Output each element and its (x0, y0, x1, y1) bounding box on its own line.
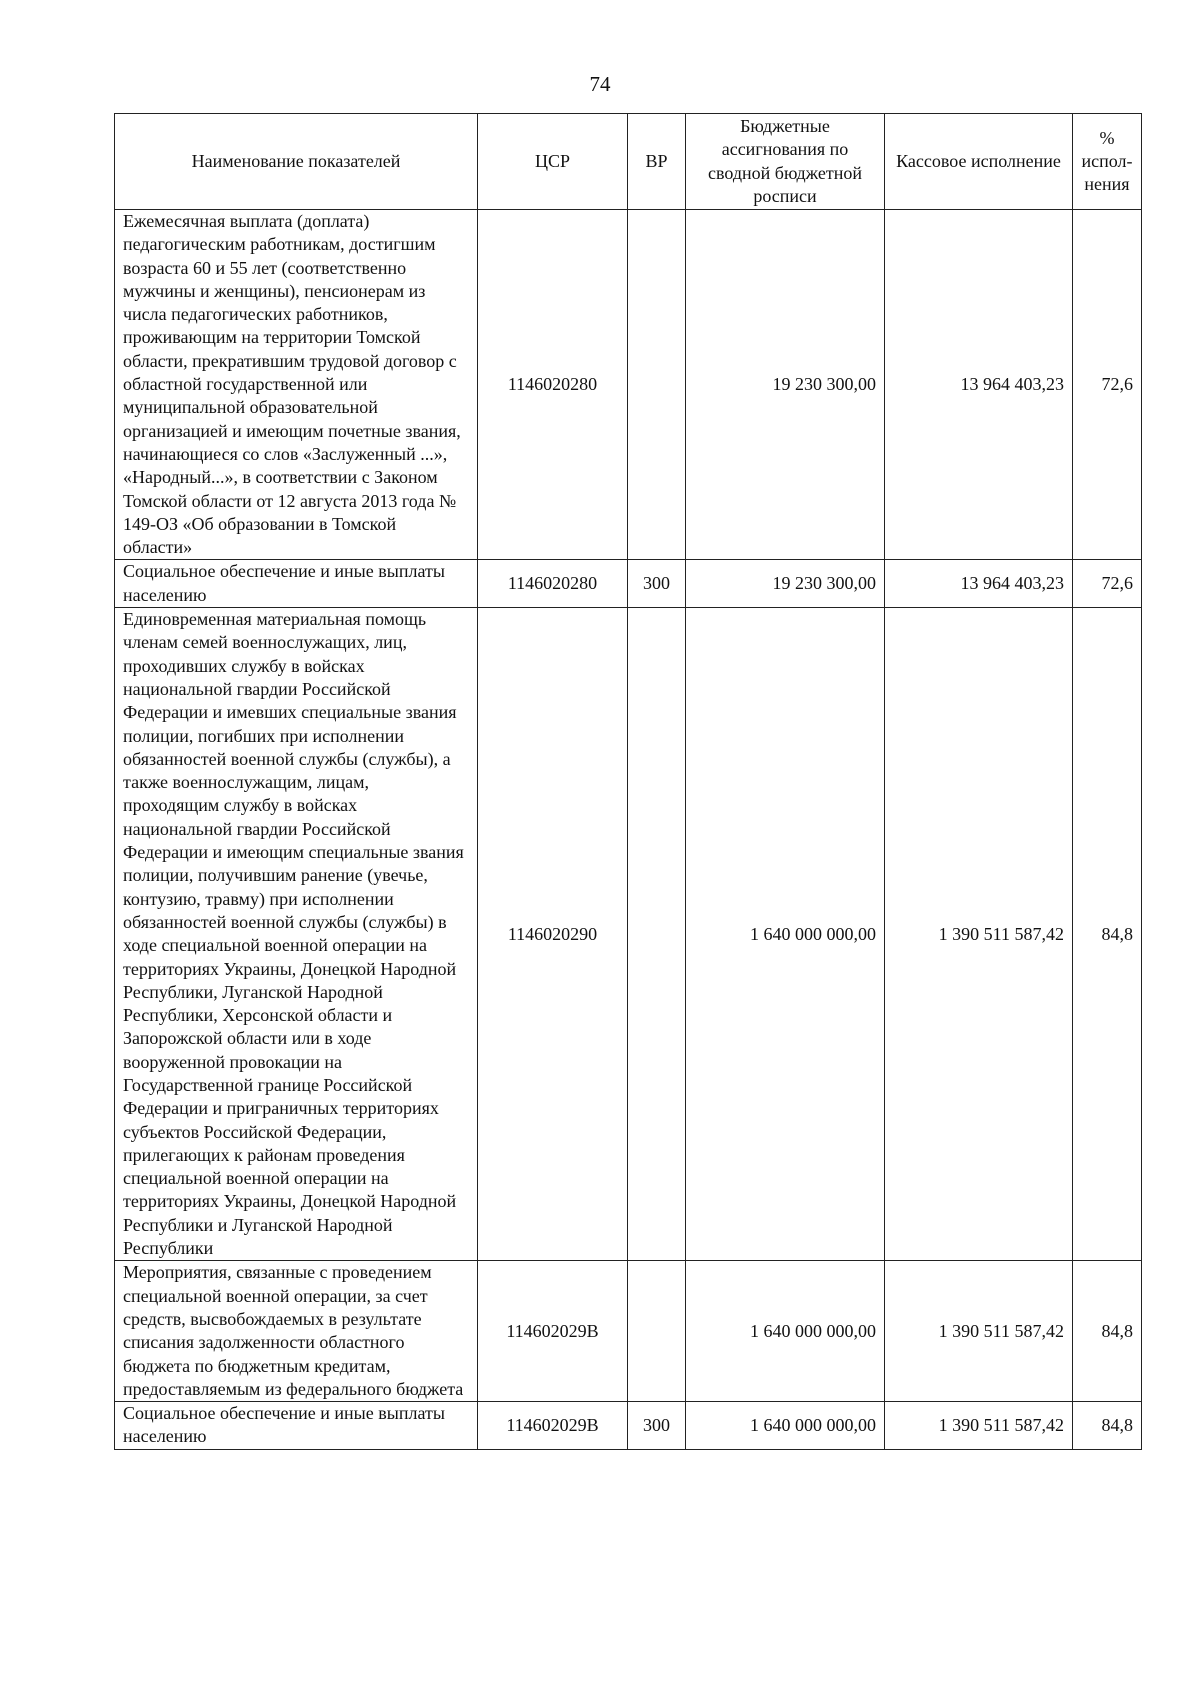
row-cash-execution: 13 964 403,23 (885, 210, 1073, 560)
row-vr: 300 (628, 560, 686, 608)
row-csr: 114602029В (478, 1402, 628, 1450)
header-cash-execution: Кассовое исполнение (885, 114, 1073, 210)
row-csr: 1146020290 (478, 608, 628, 1261)
row-allocations: 19 230 300,00 (686, 560, 885, 608)
row-percent: 84,8 (1073, 1402, 1142, 1450)
page-number: 74 (589, 72, 611, 96)
row-cash-execution: 1 390 511 587,42 (885, 1402, 1073, 1450)
row-cash-execution: 1 390 511 587,42 (885, 1261, 1073, 1402)
row-percent: 72,6 (1073, 210, 1142, 560)
row-name: Социальное обеспечение и иные выплаты населению (115, 560, 478, 608)
header-name: Наименование показателей (115, 114, 478, 210)
row-allocations: 19 230 300,00 (686, 210, 885, 560)
header-percent: % испол-нения (1073, 114, 1142, 210)
table-row (115, 210, 1142, 560)
table-header-row (115, 114, 1142, 210)
header-vr: ВР (628, 114, 686, 210)
row-name: Ежемесячная выплата (доплата) педагогическим работникам, достигшим возраста 60 и 55 лет (соответственно мужчины и женщины), пенсионерам из числа педагогических работников, проживающим на территории Томской области, прекратившим трудовой договор с областной государственной или муниципальной образовательной организацией и имеющим почетные звания, начинающиеся со слов «Заслуженный ...», «Народный...», в соответствии с Законом Томской области от 12 августа 2013 года № 149-ОЗ «Об образовании в Томской области» (115, 210, 478, 560)
row-name: Социальное обеспечение и иные выплаты населению (115, 1402, 478, 1450)
row-csr: 1146020280 (478, 560, 628, 608)
row-vr (628, 210, 686, 560)
row-csr: 1146020280 (478, 210, 628, 560)
row-vr (628, 1261, 686, 1402)
row-name: Единовременная материальная помощь членам семей военнослужащих, лиц, проходивших службу в войсках национальной гвардии Российской Федерации и имевших специальные звания полиции, погибших при исполнении обязанностей военной службы (службы), а также военнослужащим, лицам, проходящим службу в войсках национальной гвардии Российской Федерации и имеющим специальные звания полиции, получившим ранение (увечье, контузию, травму) при исполнении обязанностей военной службы (службы) в ходе специальной военной операции на территориях Украины, Донецкой Народной Республики, Луганской Народной Республики, Херсонской области и Запорожской области или в ходе вооруженной провокации на Государственной границе Российской Федерации и приграничных территориях субъектов Российской Федерации, прилегающих к районам проведения специальной военной операции на территориях Украины, Донецкой Народной Республики и Луганской Народной Республики (115, 608, 478, 1261)
row-vr (628, 608, 686, 1261)
row-vr: 300 (628, 1402, 686, 1450)
row-allocations: 1 640 000 000,00 (686, 608, 885, 1261)
row-cash-execution: 1 390 511 587,42 (885, 608, 1073, 1261)
row-csr: 114602029В (478, 1261, 628, 1402)
table-row (115, 1402, 1142, 1450)
header-allocations: Бюджетные ассигнования по сводной бюджетной росписи (686, 114, 885, 210)
row-percent: 84,8 (1073, 1261, 1142, 1402)
table-row (115, 608, 1142, 1261)
row-allocations: 1 640 000 000,00 (686, 1402, 885, 1450)
row-cash-execution: 13 964 403,23 (885, 560, 1073, 608)
budget-execution-table (114, 113, 1142, 1450)
row-percent: 72,6 (1073, 560, 1142, 608)
table-row (115, 560, 1142, 608)
row-name: Мероприятия, связанные с проведением специальной военной операции, за счет средств, высвобождаемых в результате списания задолженности областного бюджета по бюджетным кредитам, предоставляемым из федерального бюджета (115, 1261, 478, 1402)
table-row (115, 1261, 1142, 1402)
row-allocations: 1 640 000 000,00 (686, 1261, 885, 1402)
row-percent: 84,8 (1073, 608, 1142, 1261)
header-csr: ЦСР (478, 114, 628, 210)
